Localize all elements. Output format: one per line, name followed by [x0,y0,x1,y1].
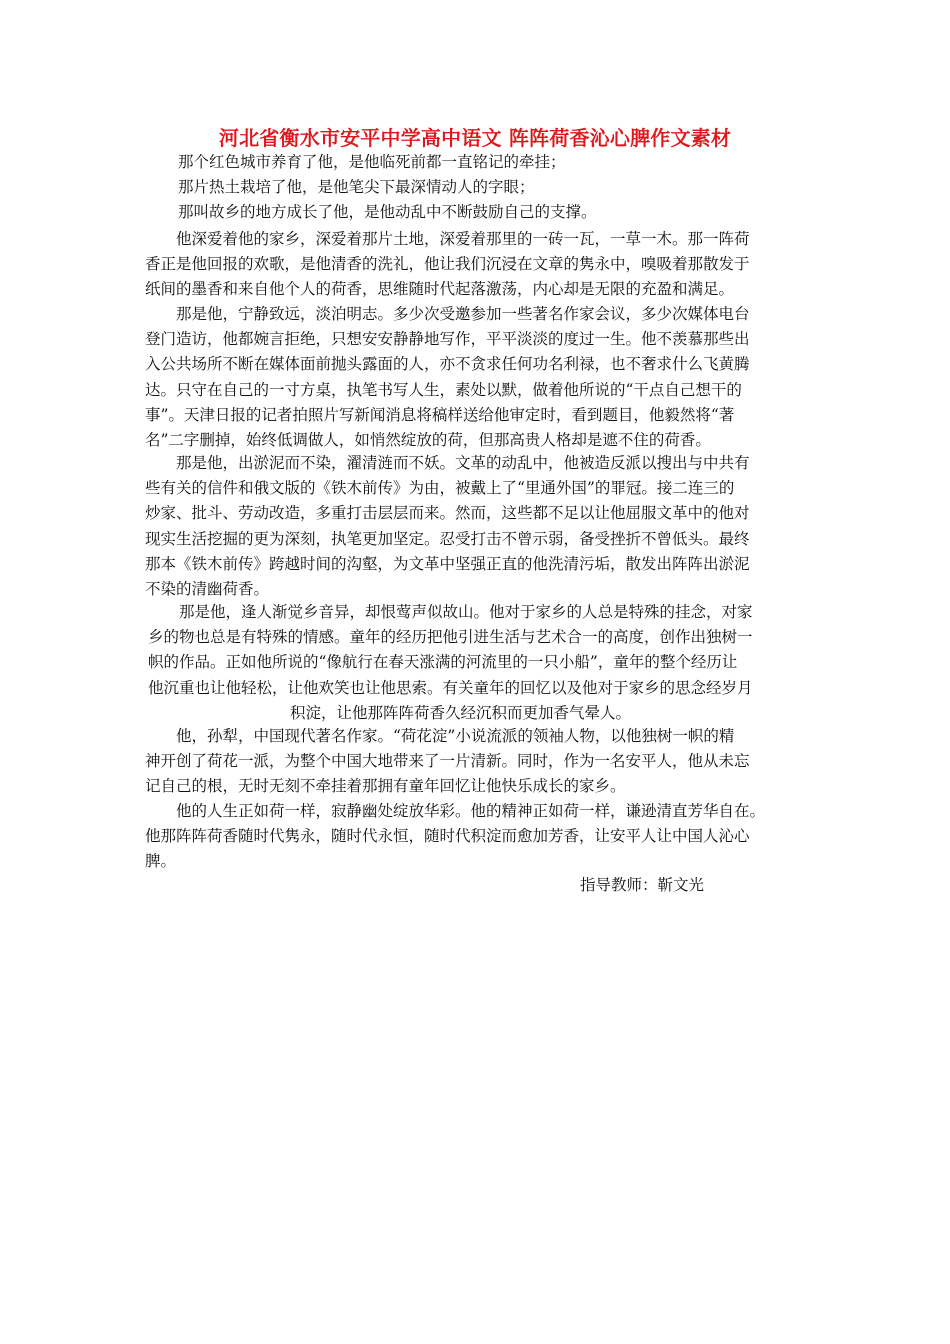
paragraph-line: 不染的清幽荷香。 [145,580,270,599]
intro-line: 那个红色城市养育了他，是他临死前都一直铭记的牵挂； [178,153,566,171]
paragraph-2 [145,302,815,453]
paragraph-line: 现实生活挖掘的更为深刻，执笔更加坚定。忍受打击不曾示弱，备受挫折不曾低头。最终 [145,529,750,548]
paragraph-line: 些有关的信件和俄文版的《铁木前传》为由，被戴上了“里通外国”的罪冠。接二连三的 [145,479,735,498]
paragraph-line: 登门造访，他都婉言拒绝，只想安安静静地写作，平平淡淡的度过一生。他不羡慕那些出 [145,330,750,349]
paragraph-line: 纸间的墨香和来自他个人的荷香，思维随时代起落激荡，内心却是无限的充盈和满足。 [145,280,735,299]
teacher-signature: 指导教师：靳文光 [580,876,705,894]
paragraph-3 [145,451,815,602]
paragraph-1 [145,227,815,303]
paragraph-line: 脾。 [145,852,177,871]
paragraph-line: 他，孙犁，中国现代著名作家。“荷花淀”小说流派的领袖人物，以他独树一帜的精 [176,727,735,745]
paragraph-line: 事”。天津日报的记者拍照片写新闻消息将稿样送给他审定时，看到题目，他毅然将“著 [145,405,735,424]
paragraph-line: 记自己的根，无时无刻不牵挂着那拥有童年回忆让他快乐成长的家乡。 [145,777,626,796]
paragraph-6 [145,799,815,875]
paragraph-line: 名”二字删掉，始终低调做人，如悄然绽放的荷，但那高贵人格却是遮不住的荷香。 [145,431,711,450]
paragraph-line: 那是他，宁静致远，淡泊明志。多少次受邀参加一些著名作家会议，多少次媒体电台 [176,305,750,323]
paragraph-line: 香正是他回报的欢歌，是他清香的洗礼，他让我们沉浸在文章的隽永中，嗅吸着那散发于 [145,255,750,274]
paragraph-line: 炒家、批斗、劳动改造，多重打击层层而来。然而，这些都不足以让他屈服文革中的他对 [145,504,750,523]
intro-line: 那叫故乡的地方成长了他，是他动乱中不断鼓励自己的支撑。 [178,203,597,222]
intro-line: 那片热土栽培了他，是他笔尖下最深情动人的字眼； [178,178,535,197]
paragraph-line: 那本《铁木前传》跨越时间的沟壑，为文革中坚强正直的他洗清污垢，散发出阵阵出淤泥 [145,554,750,573]
paragraph-line: 那是他，逢人渐觉乡音异，却恨莺声似故山。他对于家乡的人总是特殊的挂念，对家 [179,603,753,621]
paragraph-line: 乡的物也总是有特殊的情感。童年的经历把他引进生活与艺术合一的高度，创作出独树一 [148,628,753,647]
intro-section [178,150,848,226]
paragraph-line: 神开创了荷花一派，为整个中国大地带来了一片清新。同时，作为一名安平人，他从未忘 [145,752,750,771]
paragraph-line: 那是他，出淤泥而不染，濯清涟而不妖。文革的动乱中，他被造反派以搜出与中共有 [176,454,750,472]
paragraph-5 [145,724,815,800]
paragraph-4 [148,600,818,726]
paragraph-line: 他那阵阵荷香随时代隽永，随时代永恒，随时代积淀而愈加芳香，让安平人让中国人沁心 [145,827,750,846]
paragraph-line: 他的人生正如荷一样，寂静幽处绽放华彩。他的精神正如荷一样，谦逊清直芳华自在。 [176,802,766,820]
document-title: 河北省衡水市安平中学高中语文 阵阵荷香沁心脾作文素材 [218,126,732,150]
paragraph-line: 他深爱着他的家乡，深爱着那片土地，深爱着那里的一砖一瓦，一草一木。那一阵荷 [176,230,750,248]
paragraph-line: 帜的作品。正如他所说的“像航行在春天涨满的河流里的一只小船”，童年的整个经历让 [148,653,738,672]
paragraph-line: 他沉重也让他轻松，让他欢笑也让他思索。有关童年的回忆以及他对于家乡的思念经岁月 [148,678,753,697]
paragraph-line: 达。只守在自己的一寸方桌，执笔书写人生，素处以默，做着他所说的“干点自己想干的 [145,380,742,399]
paragraph-line: 积淀，让他那阵阵荷香久经沉积而更加香气晕人。 [290,703,632,722]
paragraph-line: 入公共场所不断在媒体面前抛头露面的人，亦不贪求任何功名利禄，也不奢求什么飞黄腾 [145,355,750,374]
